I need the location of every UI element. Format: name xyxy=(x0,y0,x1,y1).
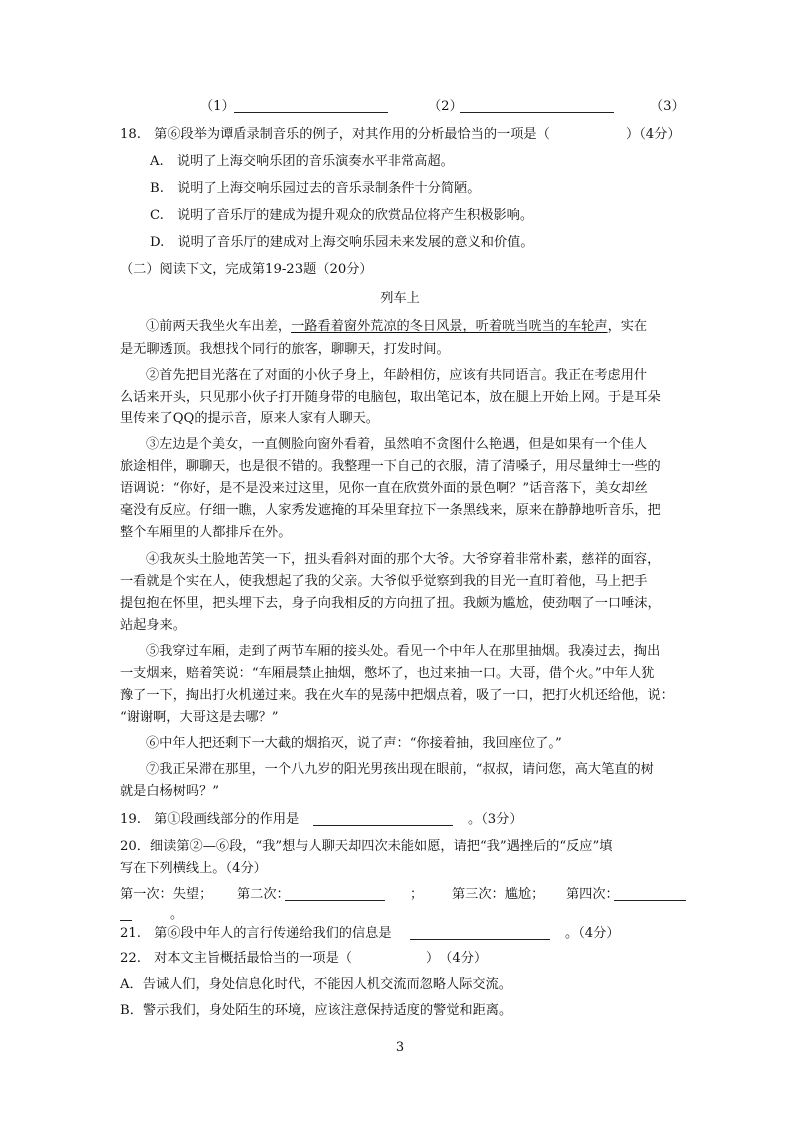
q18-option-d: D. 说明了音乐厅的建成对上海交响乐园未来发展的意义和价值。 xyxy=(150,235,534,250)
paragraph-1-line-1 xyxy=(146,318,800,336)
paragraph-5-line-1: ⑤我穿过车厢，走到了两节车厢的接头处。看见一个中年人在那里抽烟。我凑过去，掏出 xyxy=(146,644,661,659)
q20-fourth-blank[interactable] xyxy=(614,886,686,901)
paragraph-2-line-3: 里传来了QQ的提示音，原来人家有人聊天。 xyxy=(120,411,379,426)
answer-blank-2[interactable] xyxy=(460,98,614,113)
blank-label-3: （3） xyxy=(650,99,685,114)
q20-end: 。 xyxy=(170,907,184,922)
article-title: 列车上 xyxy=(380,291,420,306)
q20-fourth-label: 第四次： xyxy=(566,887,619,902)
q18-stem-end: ）（4分） xyxy=(626,127,681,142)
q22-points: ） （4分） xyxy=(426,951,488,966)
paragraph-5-line-4: “谢谢啊，大哥这是去哪？” xyxy=(120,710,279,725)
paragraph-2-line-1: ②首先把目光落在了对面的小伙子身上，年龄相仿，应该有共同语言。我正在考虑用什 xyxy=(146,368,648,383)
paragraph-4-line-3: 提包抱在怀里，把头埋下去，身子向我相反的方向扭了扭。我颇为尴尬，使劲咽了一口唾沫， xyxy=(120,596,661,611)
paragraph-3-line-4: 毫没有反应。仔细一瞧，人家秀发遮掩的耳朵里耷拉下一条黑线来，原来在静静地听音乐，把 xyxy=(120,503,661,518)
paragraph-6: ⑥中年人把还剩下一大截的烟掐灭，说了声：“你接着抽，我回座位了。” xyxy=(146,736,562,751)
paragraph-7-line-2: 就是白杨树吗？” xyxy=(120,784,220,799)
q18-stem-text: 18. 第⑥段举为谭盾录制音乐的例子，对其作用的分析最恰当的一项是（ xyxy=(120,127,550,142)
q20-third: 第三次：尴尬； xyxy=(452,887,545,902)
paragraph-5-line-3: 豫了一下，掏出打火机递过来。我在火车的晃荡中把烟点着，吸了一口，把打火机还给他，说： xyxy=(120,688,674,703)
q20-second-blank[interactable] xyxy=(285,886,385,901)
paragraph-5-line-2: 一支烟来，赔着笑说：“车厢晨禁止抽烟，憋坏了，也过来抽一口。大哥，借个火。”中年人犹 xyxy=(120,666,655,681)
q19-answer-blank[interactable] xyxy=(313,811,453,826)
q19-stem: 19. 第①段画线部分的作用是 xyxy=(120,812,300,827)
paragraph-3-line-2: 旅途相伴，聊聊天，也是很不错的。我整理一下自己的衣服，清了清嗓子，用尽量绅士一些的 xyxy=(120,459,661,474)
q22-option-a: A．告诫人们，身处信息化时代，不能因人机交流而忽略人际交流。 xyxy=(120,977,512,992)
paragraph-1-line-2: 是无聊透顶。我想找个同行的旅客，聊聊天，打发时间。 xyxy=(120,342,450,357)
paragraph-4-line-2: 一看就是个实在人，使我想起了我的父亲。大爷似乎觉察到我的目光一直盯着他，马上把手 xyxy=(120,574,648,589)
paragraph-4-line-4: 站起身来。 xyxy=(120,618,186,633)
paragraph-7-line-1: ⑦我正呆滞在那里，一个八九岁的阳光男孩出现在眼前，“叔叔，请问您，高大笔直的树 xyxy=(146,762,654,777)
q18-option-a: A. 说明了上海交响乐团的音乐演奏水平非常高超。 xyxy=(150,154,454,169)
q20-stem-line-1: 20．细读第②—⑥段，“我”想与人聊天却四次未能如愿，请把“我”遇挫后的“反应”填 xyxy=(120,839,613,854)
q21-answer-blank[interactable] xyxy=(410,925,550,940)
q19-points: 。（3分） xyxy=(468,812,523,827)
q20-semicolon: ； xyxy=(410,887,424,902)
answer-blank-1[interactable] xyxy=(234,98,388,113)
q18-option-b: B. 说明了上海交响乐园过去的音乐录制条件十分简陋。 xyxy=(150,181,481,196)
section-heading: （二）阅读下文，完成第19-23题（20分） xyxy=(120,262,373,277)
paragraph-4-line-1: ④我灰头土脸地苦笑一下，扭头看斜对面的那个大爷。大爷穿着非常朴素，慈祥的面容， xyxy=(146,552,661,567)
blank-label-1: （1） xyxy=(200,99,235,114)
page-number: 3 xyxy=(395,1040,405,1055)
q20-stem-line-2: 写在下列横线上。（4分） xyxy=(120,861,267,876)
q20-first: 第一次：失望； xyxy=(120,887,213,902)
q22-option-b: B．警示我们，身处陌生的环境，应该注意保持适度的警觉和距离。 xyxy=(120,1003,513,1018)
paragraph-3-line-3: 语调说：“你好，是不是没来过这里，见你一直在欣赏外面的景色啊？”话音落下，美女却丝 xyxy=(120,481,648,496)
q21-points: 。（4分） xyxy=(565,926,620,941)
paragraph-2-line-2: 么话来开头，只见那小伙子打开随身带的电脑包，取出笔记本，放在腿上开始上网。于是耳朵 xyxy=(120,390,661,405)
p1-underlined: 一路看着窗外荒凉的冬日风景，听着咣当咣当的车轮声 xyxy=(291,319,608,334)
paragraph-3-line-1: ③左边是个美女，一直侧脸向窗外看着，虽然咱不贪图什么艳遇，但是如果有一个佳人 xyxy=(146,437,648,452)
q20-fourth-blank-cont[interactable] xyxy=(120,906,132,921)
q20-second-label: 第二次： xyxy=(237,887,290,902)
paragraph-3-line-5: 整个车厢里的人都排斥在外。 xyxy=(120,525,292,540)
q18-option-c: C. 说明了音乐厅的建成为提升观众的欣赏品位将产生积极影响。 xyxy=(150,208,534,223)
q21-stem: 21. 第⑥段中年人的言行传递给我们的信息是 xyxy=(120,926,392,941)
q22-stem: 22. 对本文主旨概括最恰当的一项是（ xyxy=(120,951,352,966)
p1-end: ，实在 xyxy=(607,319,648,334)
p1-start: ①前两天我坐火车出差， xyxy=(146,319,292,334)
blank-label-2: （2） xyxy=(428,99,463,114)
